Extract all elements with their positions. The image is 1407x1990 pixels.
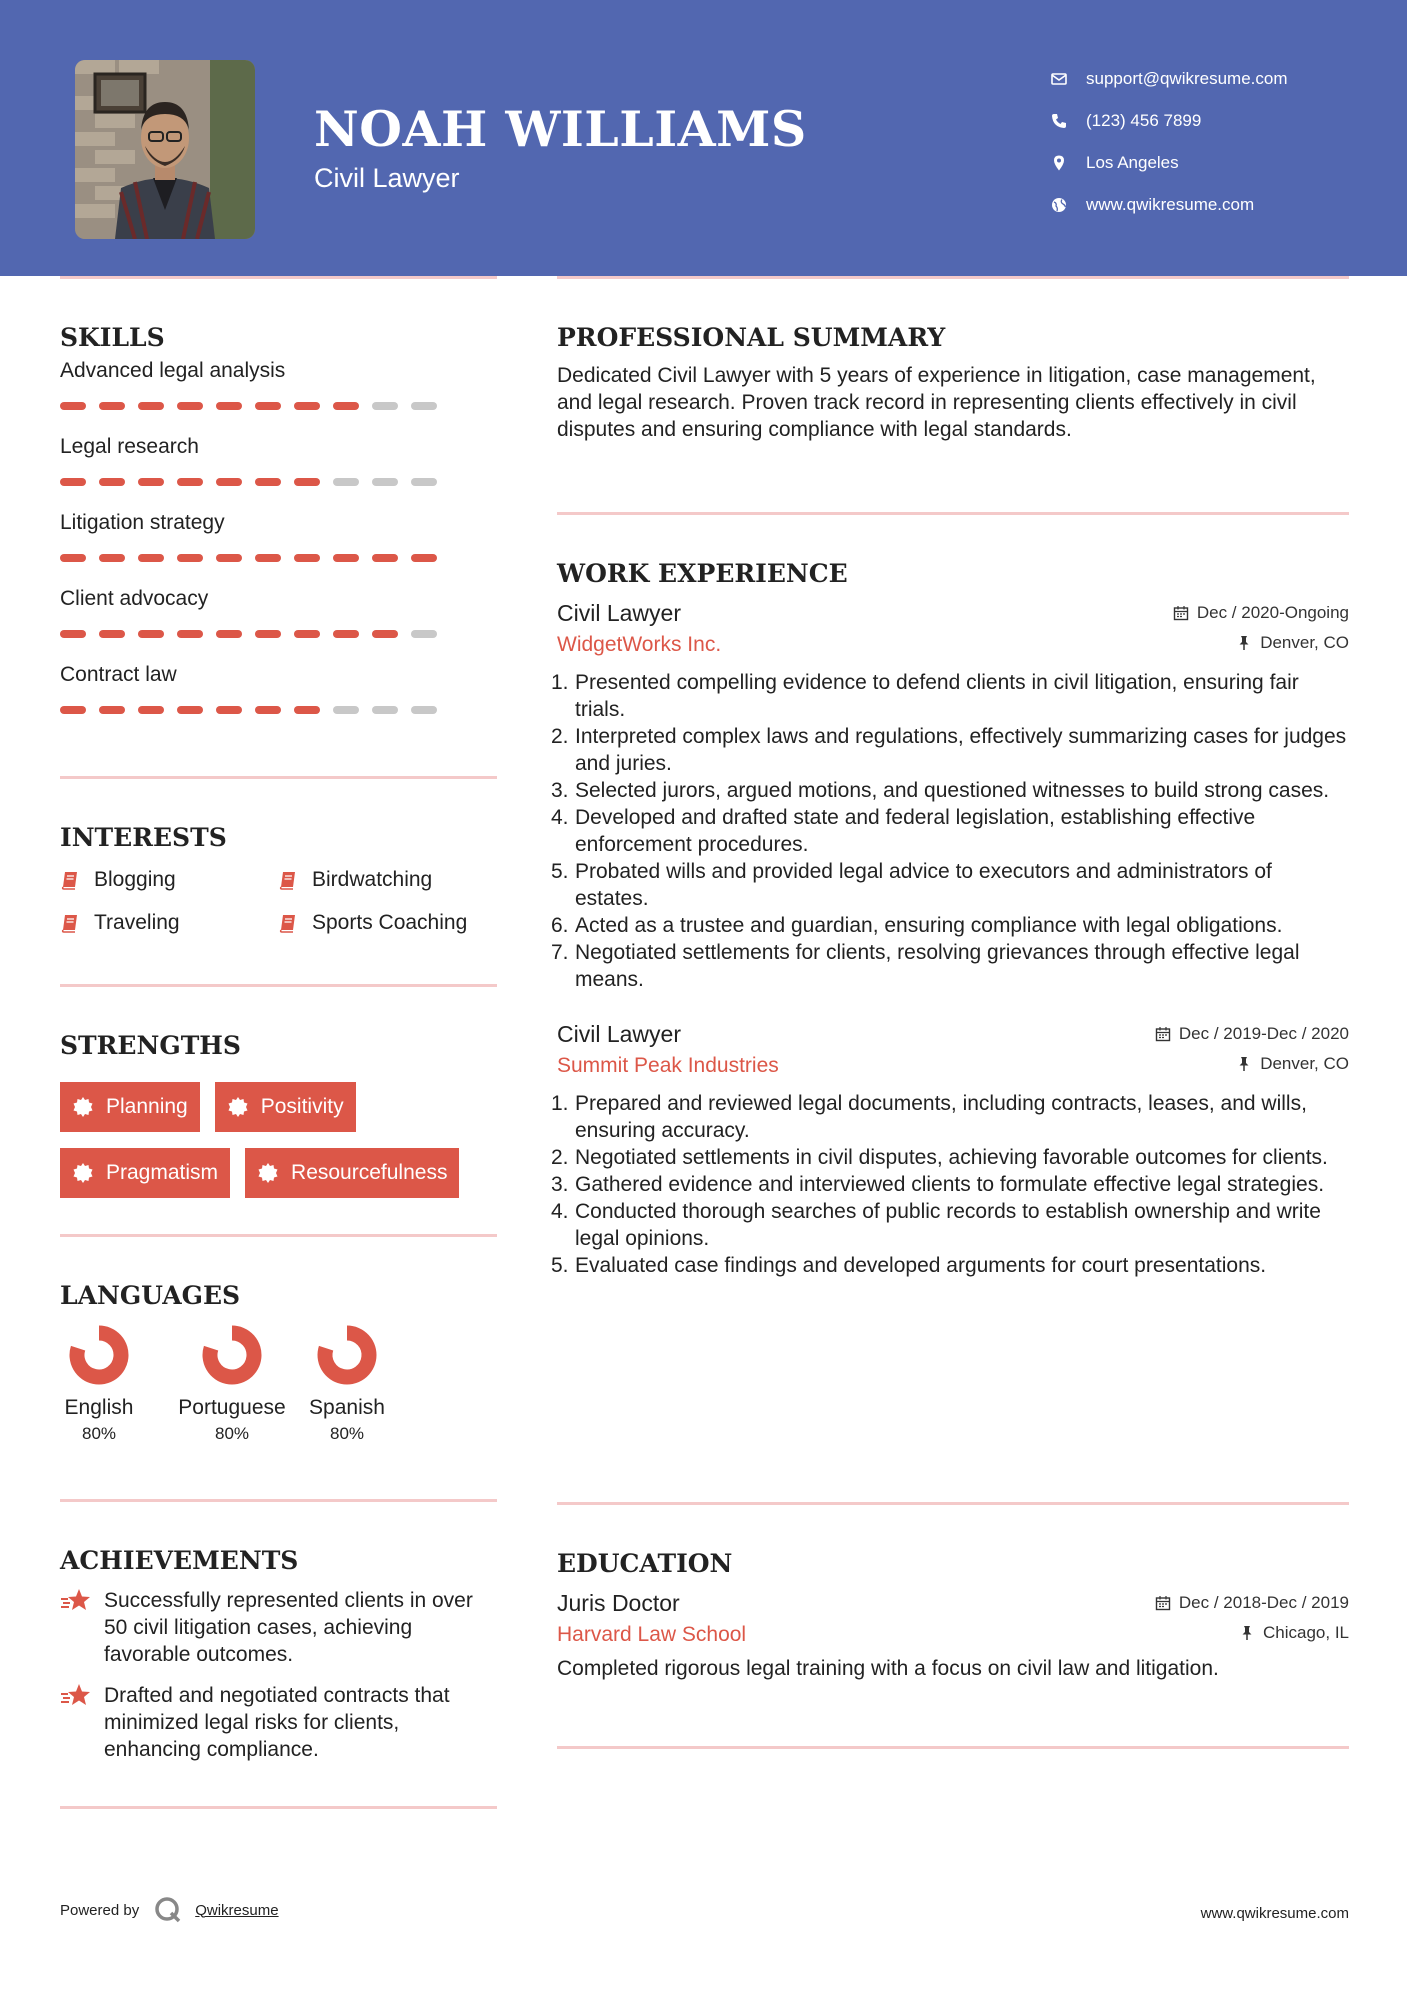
rating-dash-empty bbox=[372, 478, 398, 486]
rating-dash-filled bbox=[60, 478, 86, 486]
job-date-text: Dec / 2019-Dec / 2020 bbox=[1178, 1024, 1349, 1043]
profile-photo bbox=[75, 60, 255, 239]
skill-item bbox=[60, 359, 497, 435]
languages-section bbox=[60, 1281, 497, 1444]
skill-rating bbox=[60, 706, 497, 714]
education-date bbox=[1155, 1593, 1349, 1613]
rating-dash-filled bbox=[294, 706, 320, 714]
responsibility-text: Prepared and reviewed legal documents, including contracts, leases, and wills, ensuring accuracy. bbox=[575, 1092, 1307, 1142]
responsibility-item: 1. Prepared and reviewed legal documents, including contracts, leases, and wills, ensuring accuracy. bbox=[551, 1092, 1307, 1142]
language-item bbox=[304, 1324, 390, 1444]
rating-dash-empty bbox=[411, 402, 437, 410]
section-title: ACHIEVEMENTS bbox=[60, 1546, 299, 1575]
rating-dash-empty bbox=[333, 706, 359, 714]
interests-list bbox=[60, 868, 497, 935]
responsibility-text: Developed and drafted state and federal legislation, establishing effective enforcement procedures. bbox=[575, 806, 1256, 856]
responsibility-item: 3. Gathered evidence and interviewed clients to formulate effective legal strategies. bbox=[551, 1173, 1325, 1196]
rating-dash-filled bbox=[177, 630, 203, 638]
language-percent: 80% bbox=[214, 1424, 250, 1443]
strength-label: Planning bbox=[106, 1095, 188, 1118]
shooting-star-icon bbox=[60, 1682, 92, 1710]
strength-chip bbox=[215, 1082, 356, 1132]
responsibility-item: 2. Negotiated settlements in civil disputes, achieving favorable outcomes for clients. bbox=[551, 1146, 1328, 1169]
section-title: STRENGTHS bbox=[60, 1031, 241, 1060]
rating-dash-filled bbox=[255, 706, 281, 714]
interest-label: Birdwatching bbox=[312, 868, 433, 891]
section-title: INTERESTS bbox=[60, 823, 227, 852]
education-location bbox=[1239, 1623, 1349, 1643]
interest-item bbox=[60, 911, 278, 935]
badge-icon bbox=[227, 1096, 249, 1118]
responsibility-text: Acted as a trustee and guardian, ensuring compliance with legal obligations. bbox=[575, 914, 1283, 937]
rating-dash-empty bbox=[333, 478, 359, 486]
book-icon bbox=[278, 913, 298, 933]
rating-dash-filled bbox=[216, 706, 242, 714]
job-title: Civil Lawyer bbox=[557, 1021, 681, 1047]
responsibility-text: Presented compelling evidence to defend clients in civil litigation, ensuring fair trials. bbox=[575, 671, 1299, 721]
responsibility-item: 7. Negotiated settlements for clients, resolving grievances through effective legal means. bbox=[551, 941, 1300, 991]
language-item bbox=[168, 1324, 296, 1444]
section-title: SKILLS bbox=[60, 323, 165, 352]
contact-website-text: www.qwikresume.com bbox=[1086, 195, 1255, 214]
rating-dash-filled bbox=[216, 402, 242, 410]
rating-dash-filled bbox=[138, 402, 164, 410]
rating-dash-filled bbox=[177, 706, 203, 714]
contact-location-text: Los Angeles bbox=[1086, 153, 1179, 172]
divider bbox=[557, 1502, 1349, 1505]
responsibility-item: 4. Conducted thorough searches of public records to establish ownership and write legal opinions. bbox=[551, 1200, 1321, 1250]
job-entry bbox=[551, 1021, 1349, 1279]
contact-phone[interactable] bbox=[1050, 100, 1390, 142]
rating-dash-filled bbox=[99, 554, 125, 562]
rating-dash-filled bbox=[294, 630, 320, 638]
skill-item bbox=[60, 435, 497, 511]
rating-dash-filled bbox=[255, 554, 281, 562]
rating-dash-filled bbox=[255, 478, 281, 486]
rating-dash-filled bbox=[60, 630, 86, 638]
calendar-icon bbox=[1155, 1595, 1171, 1611]
rating-dash-filled bbox=[138, 706, 164, 714]
language-name: English bbox=[64, 1396, 134, 1419]
globe-icon bbox=[1050, 196, 1068, 214]
strength-chip bbox=[60, 1148, 230, 1198]
interests-section bbox=[60, 823, 497, 935]
summary-section bbox=[557, 323, 1349, 443]
job-subheader bbox=[557, 633, 1349, 657]
skill-rating bbox=[60, 554, 497, 562]
candidate-title: Civil Lawyer bbox=[314, 163, 460, 193]
divider bbox=[60, 1234, 497, 1237]
badge-icon bbox=[72, 1162, 94, 1184]
achievements-section bbox=[60, 1546, 497, 1777]
summary-text: Dedicated Civil Lawyer with 5 years of experience in litigation, case management, and legal research. Proven track record in representing clients effectively in civil disputes and ensuring compliance with legal standards. bbox=[557, 364, 1316, 441]
divider bbox=[60, 776, 497, 779]
job-subheader bbox=[557, 1054, 1349, 1078]
skill-rating bbox=[60, 402, 497, 410]
shooting-star-icon bbox=[60, 1587, 92, 1615]
skill-name: Litigation strategy bbox=[60, 511, 225, 534]
pushpin-icon bbox=[1236, 635, 1252, 651]
responsibility-text: Negotiated settlements for clients, resolving grievances through effective legal means. bbox=[575, 941, 1300, 991]
book-icon bbox=[60, 870, 80, 890]
language-ring bbox=[68, 1324, 130, 1386]
achievement-item bbox=[60, 1682, 497, 1763]
pushpin-icon bbox=[1236, 1056, 1252, 1072]
envelope-icon bbox=[1050, 70, 1068, 88]
job-header bbox=[557, 600, 1349, 627]
interest-label: Sports Coaching bbox=[312, 911, 468, 934]
strength-label: Pragmatism bbox=[106, 1161, 219, 1184]
badge-icon bbox=[72, 1096, 94, 1118]
qwikresume-logo-icon bbox=[153, 1895, 183, 1925]
responsibility-text: Probated wills and provided legal advice to executors and administrators of estates. bbox=[575, 860, 1272, 910]
book-icon bbox=[278, 870, 298, 890]
responsibility-item: 5. Evaluated case findings and developed arguments for court presentations. bbox=[551, 1254, 1267, 1277]
section-title: EDUCATION bbox=[557, 1549, 733, 1578]
strength-chip bbox=[245, 1148, 459, 1198]
contact-website[interactable] bbox=[1050, 184, 1390, 226]
rating-dash-filled bbox=[138, 554, 164, 562]
responsibility-item: 1. Presented compelling evidence to defend clients in civil litigation, ensuring fair trials. bbox=[551, 671, 1299, 721]
rating-dash-filled bbox=[216, 478, 242, 486]
skill-rating bbox=[60, 630, 497, 638]
rating-dash-filled bbox=[177, 402, 203, 410]
languages-list bbox=[60, 1324, 497, 1444]
interest-item bbox=[278, 911, 497, 935]
contact-location bbox=[1050, 142, 1390, 184]
rating-dash-filled bbox=[216, 630, 242, 638]
divider bbox=[557, 512, 1349, 515]
language-ring-arc bbox=[210, 1333, 254, 1377]
rating-dash-filled bbox=[333, 402, 359, 410]
work-section bbox=[551, 559, 1349, 1279]
language-ring-arc bbox=[77, 1333, 121, 1377]
rating-dash-empty bbox=[372, 706, 398, 714]
powered-by-text: Powered by bbox=[60, 1901, 140, 1919]
profile-photo-image bbox=[75, 60, 255, 239]
interest-item bbox=[60, 868, 278, 892]
job-location-text: Denver, CO bbox=[1260, 633, 1349, 652]
calendar-icon bbox=[1173, 605, 1189, 621]
divider bbox=[557, 1746, 1349, 1749]
divider bbox=[60, 1806, 497, 1809]
education-header bbox=[557, 1590, 1349, 1617]
achievement-item bbox=[60, 1587, 497, 1668]
book-icon bbox=[60, 913, 80, 933]
strength-label: Positivity bbox=[260, 1095, 344, 1118]
rating-dash-filled bbox=[99, 630, 125, 638]
responsibility-item: 5. Probated wills and provided legal advice to executors and administrators of estates. bbox=[551, 860, 1272, 910]
language-percent: 80% bbox=[81, 1424, 117, 1443]
job-location bbox=[1236, 633, 1349, 653]
education-date-text: Dec / 2018-Dec / 2019 bbox=[1178, 1593, 1349, 1612]
section-title: LANGUAGES bbox=[60, 1281, 241, 1310]
interest-label: Blogging bbox=[94, 868, 176, 891]
header-banner bbox=[0, 0, 1407, 276]
responsibility-item: 2. Interpreted complex laws and regulations, effectively summarizing cases for judges and juries. bbox=[551, 725, 1347, 775]
rating-dash-filled bbox=[255, 402, 281, 410]
job-entry bbox=[551, 600, 1349, 993]
skill-item bbox=[60, 511, 497, 587]
rating-dash-filled bbox=[255, 630, 281, 638]
section-title: PROFESSIONAL SUMMARY bbox=[557, 323, 946, 352]
qwikresume-link[interactable]: Qwikresume bbox=[195, 1901, 279, 1919]
language-ring-arc bbox=[325, 1333, 369, 1377]
contact-phone-text: (123) 456 7899 bbox=[1086, 111, 1202, 130]
rating-dash-filled bbox=[99, 478, 125, 486]
responsibility-item: 6. Acted as a trustee and guardian, ensuring compliance with legal obligations. bbox=[551, 914, 1283, 937]
skills-section bbox=[60, 323, 497, 739]
rating-dash-filled bbox=[294, 402, 320, 410]
education-section bbox=[557, 1549, 1349, 1682]
rating-dash-filled bbox=[216, 554, 242, 562]
contact-email-text: support@qwikresume.com bbox=[1086, 69, 1288, 88]
pushpin-icon bbox=[1239, 1625, 1255, 1641]
job-date-text: Dec / 2020-Ongoing bbox=[1196, 603, 1349, 622]
rating-dash-filled bbox=[60, 554, 86, 562]
rating-dash-filled bbox=[372, 630, 398, 638]
responsibility-text: Negotiated settlements in civil disputes, achieving favorable outcomes for clients. bbox=[575, 1146, 1328, 1169]
responsibility-item: 3. Selected jurors, argued motions, and questioned witnesses to build strong cases. bbox=[551, 779, 1330, 802]
rating-dash-filled bbox=[411, 554, 437, 562]
rating-dash-filled bbox=[60, 402, 86, 410]
skill-name: Advanced legal analysis bbox=[60, 359, 286, 382]
rating-dash-filled bbox=[99, 402, 125, 410]
achievement-text: Drafted and negotiated contracts that minimized legal risks for clients, enhancing compliance. bbox=[104, 1684, 450, 1761]
job-header bbox=[557, 1021, 1349, 1048]
language-item bbox=[60, 1324, 138, 1444]
job-date bbox=[1173, 603, 1349, 623]
rating-dash-empty bbox=[411, 706, 437, 714]
footer-website[interactable]: www.qwikresume.com bbox=[1200, 1905, 1349, 1922]
interest-label: Traveling bbox=[94, 911, 180, 934]
company-name: WidgetWorks Inc. bbox=[557, 633, 722, 656]
rating-dash-filled bbox=[333, 554, 359, 562]
map-pin-icon bbox=[1050, 154, 1068, 172]
degree-name: Juris Doctor bbox=[557, 1590, 680, 1616]
divider bbox=[60, 276, 497, 279]
skill-item bbox=[60, 663, 497, 739]
strength-chip bbox=[60, 1082, 200, 1132]
divider bbox=[557, 276, 1349, 279]
rating-dash-filled bbox=[294, 478, 320, 486]
calendar-icon bbox=[1155, 1026, 1171, 1042]
job-location bbox=[1236, 1054, 1349, 1074]
responsibility-list bbox=[551, 1090, 1349, 1279]
strengths-list bbox=[60, 1082, 497, 1198]
rating-dash-empty bbox=[411, 478, 437, 486]
company-name: Summit Peak Industries bbox=[557, 1054, 779, 1077]
skill-rating bbox=[60, 478, 497, 486]
rating-dash-filled bbox=[177, 554, 203, 562]
rating-dash-empty bbox=[411, 630, 437, 638]
education-subheader bbox=[557, 1623, 1349, 1647]
achievement-text: Successfully represented clients in over 50 civil litigation cases, achieving favorable outcomes. bbox=[104, 1589, 473, 1666]
contact-email[interactable] bbox=[1050, 58, 1390, 100]
candidate-name: NOAH WILLIAMS bbox=[314, 100, 807, 158]
badge-icon bbox=[257, 1162, 279, 1184]
divider bbox=[60, 984, 497, 987]
interest-item bbox=[278, 868, 497, 892]
rating-dash-filled bbox=[138, 630, 164, 638]
job-location-text: Denver, CO bbox=[1260, 1054, 1349, 1073]
job-title: Civil Lawyer bbox=[557, 600, 681, 626]
rating-dash-empty bbox=[372, 402, 398, 410]
rating-dash-filled bbox=[138, 478, 164, 486]
language-name: Portuguese bbox=[178, 1396, 286, 1419]
skill-name: Client advocacy bbox=[60, 587, 209, 610]
responsibility-text: Conducted thorough searches of public records to establish ownership and write legal opinions. bbox=[575, 1200, 1321, 1250]
responsibility-item: 4. Developed and drafted state and federal legislation, establishing effective enforcement procedures. bbox=[551, 806, 1256, 856]
skills-list bbox=[60, 359, 497, 739]
job-date bbox=[1155, 1024, 1349, 1044]
rating-dash-filled bbox=[177, 478, 203, 486]
responsibility-text: Interpreted complex laws and regulations, effectively summarizing cases for judges and juries. bbox=[575, 725, 1347, 775]
achievements-list bbox=[60, 1587, 497, 1763]
education-description: Completed rigorous legal training with a focus on civil law and litigation. bbox=[557, 1657, 1219, 1680]
skill-name: Legal research bbox=[60, 435, 199, 458]
strengths-section bbox=[60, 1031, 497, 1198]
school-name: Harvard Law School bbox=[557, 1623, 747, 1646]
rating-dash-filled bbox=[60, 706, 86, 714]
responsibility-list bbox=[551, 669, 1349, 993]
skill-item bbox=[60, 587, 497, 663]
rating-dash-filled bbox=[99, 706, 125, 714]
strength-label: Resourcefulness bbox=[291, 1161, 448, 1184]
language-percent: 80% bbox=[329, 1424, 365, 1443]
rating-dash-filled bbox=[294, 554, 320, 562]
language-ring bbox=[316, 1324, 378, 1386]
skill-name: Contract law bbox=[60, 663, 177, 686]
education-location-text: Chicago, IL bbox=[1263, 1623, 1349, 1642]
phone-icon bbox=[1050, 112, 1068, 130]
language-ring bbox=[201, 1324, 263, 1386]
responsibility-text: Gathered evidence and interviewed clients to formulate effective legal strategies. bbox=[575, 1173, 1325, 1196]
contact-list bbox=[1050, 58, 1390, 226]
responsibility-text: Evaluated case findings and developed arguments for court presentations. bbox=[575, 1254, 1267, 1277]
language-name: Spanish bbox=[309, 1396, 385, 1419]
footer-branding bbox=[60, 1895, 279, 1925]
rating-dash-filled bbox=[333, 630, 359, 638]
rating-dash-filled bbox=[372, 554, 398, 562]
responsibility-text: Selected jurors, argued motions, and questioned witnesses to build strong cases. bbox=[575, 779, 1330, 802]
section-title: WORK EXPERIENCE bbox=[557, 559, 848, 588]
divider bbox=[60, 1499, 497, 1502]
